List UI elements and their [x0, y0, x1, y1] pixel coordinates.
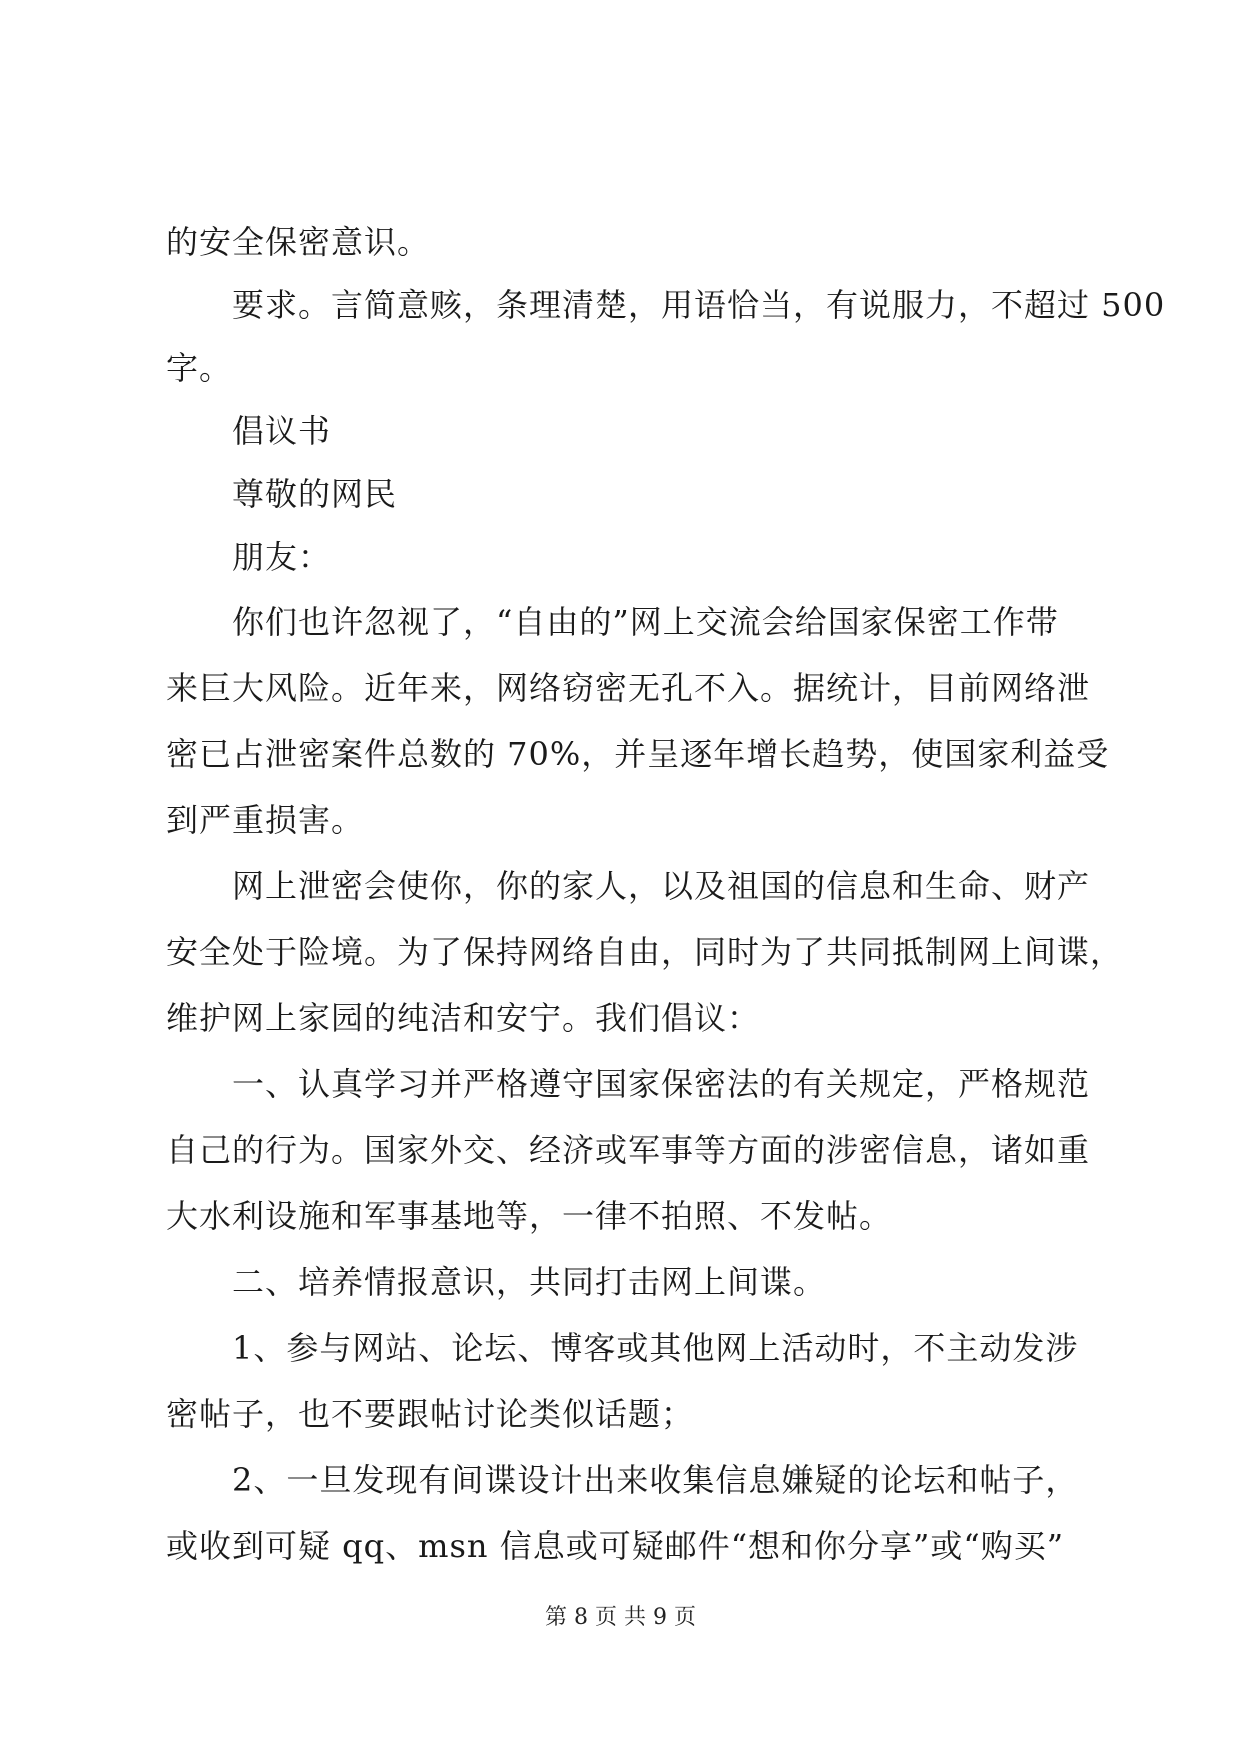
body-line: 1、参与网站、论坛、博客或其他网上活动时，不主动发涉: [232, 1329, 1079, 1367]
salutation-line: 尊敬的网民: [232, 475, 398, 513]
body-line: 一、认真学习并严格遵守国家保密法的有关规定，严格规范: [232, 1065, 1091, 1103]
body-line: 来巨大风险。近年来，网络窃密无孔不入。据统计，目前网络泄: [166, 669, 1091, 707]
body-line: 要求。言简意赅，条理清楚，用语恰当，有说服力，不超过 500: [232, 286, 1166, 324]
body-line: 到严重损害。: [166, 801, 365, 839]
page-number-footer: 第 8 页 共 9 页: [545, 1605, 696, 1630]
body-line: 维护网上家园的纯洁和安宁。我们倡议：: [166, 999, 761, 1037]
body-line: 安全处于险境。为了保持网络自由，同时为了共同抵制网上间谍，: [166, 933, 1124, 971]
body-line: 大水利设施和军事基地等，一律不拍照、不发帖。: [166, 1197, 893, 1235]
body-line: 密帖子，也不要跟帖讨论类似话题；: [166, 1395, 695, 1433]
body-line: 字。: [166, 349, 233, 387]
body-line: 二、培养情报意识，共同打击网上间谍。: [232, 1263, 827, 1301]
body-line: 密已占泄密案件总数的 70%，并呈逐年增长趋势，使国家利益受: [166, 735, 1110, 773]
body-line: 的安全保密意识。: [166, 223, 431, 261]
body-line: 或收到可疑 qq、msn 信息或可疑邮件“想和你分享”或“购买”: [166, 1527, 1065, 1565]
body-line: 网上泄密会使你，你的家人，以及祖国的信息和生命、财产: [232, 867, 1091, 905]
letter-title: 倡议书: [232, 412, 332, 450]
body-line: 你们也许忽视了，“自由的”网上交流会给国家保密工作带: [232, 603, 1059, 641]
body-line: 自己的行为。国家外交、经济或军事等方面的涉密信息，诸如重: [166, 1131, 1091, 1169]
body-line: 2、一旦发现有间谍设计出来收集信息嫌疑的论坛和帖子，: [232, 1461, 1079, 1499]
salutation-line: 朋友：: [232, 538, 332, 576]
